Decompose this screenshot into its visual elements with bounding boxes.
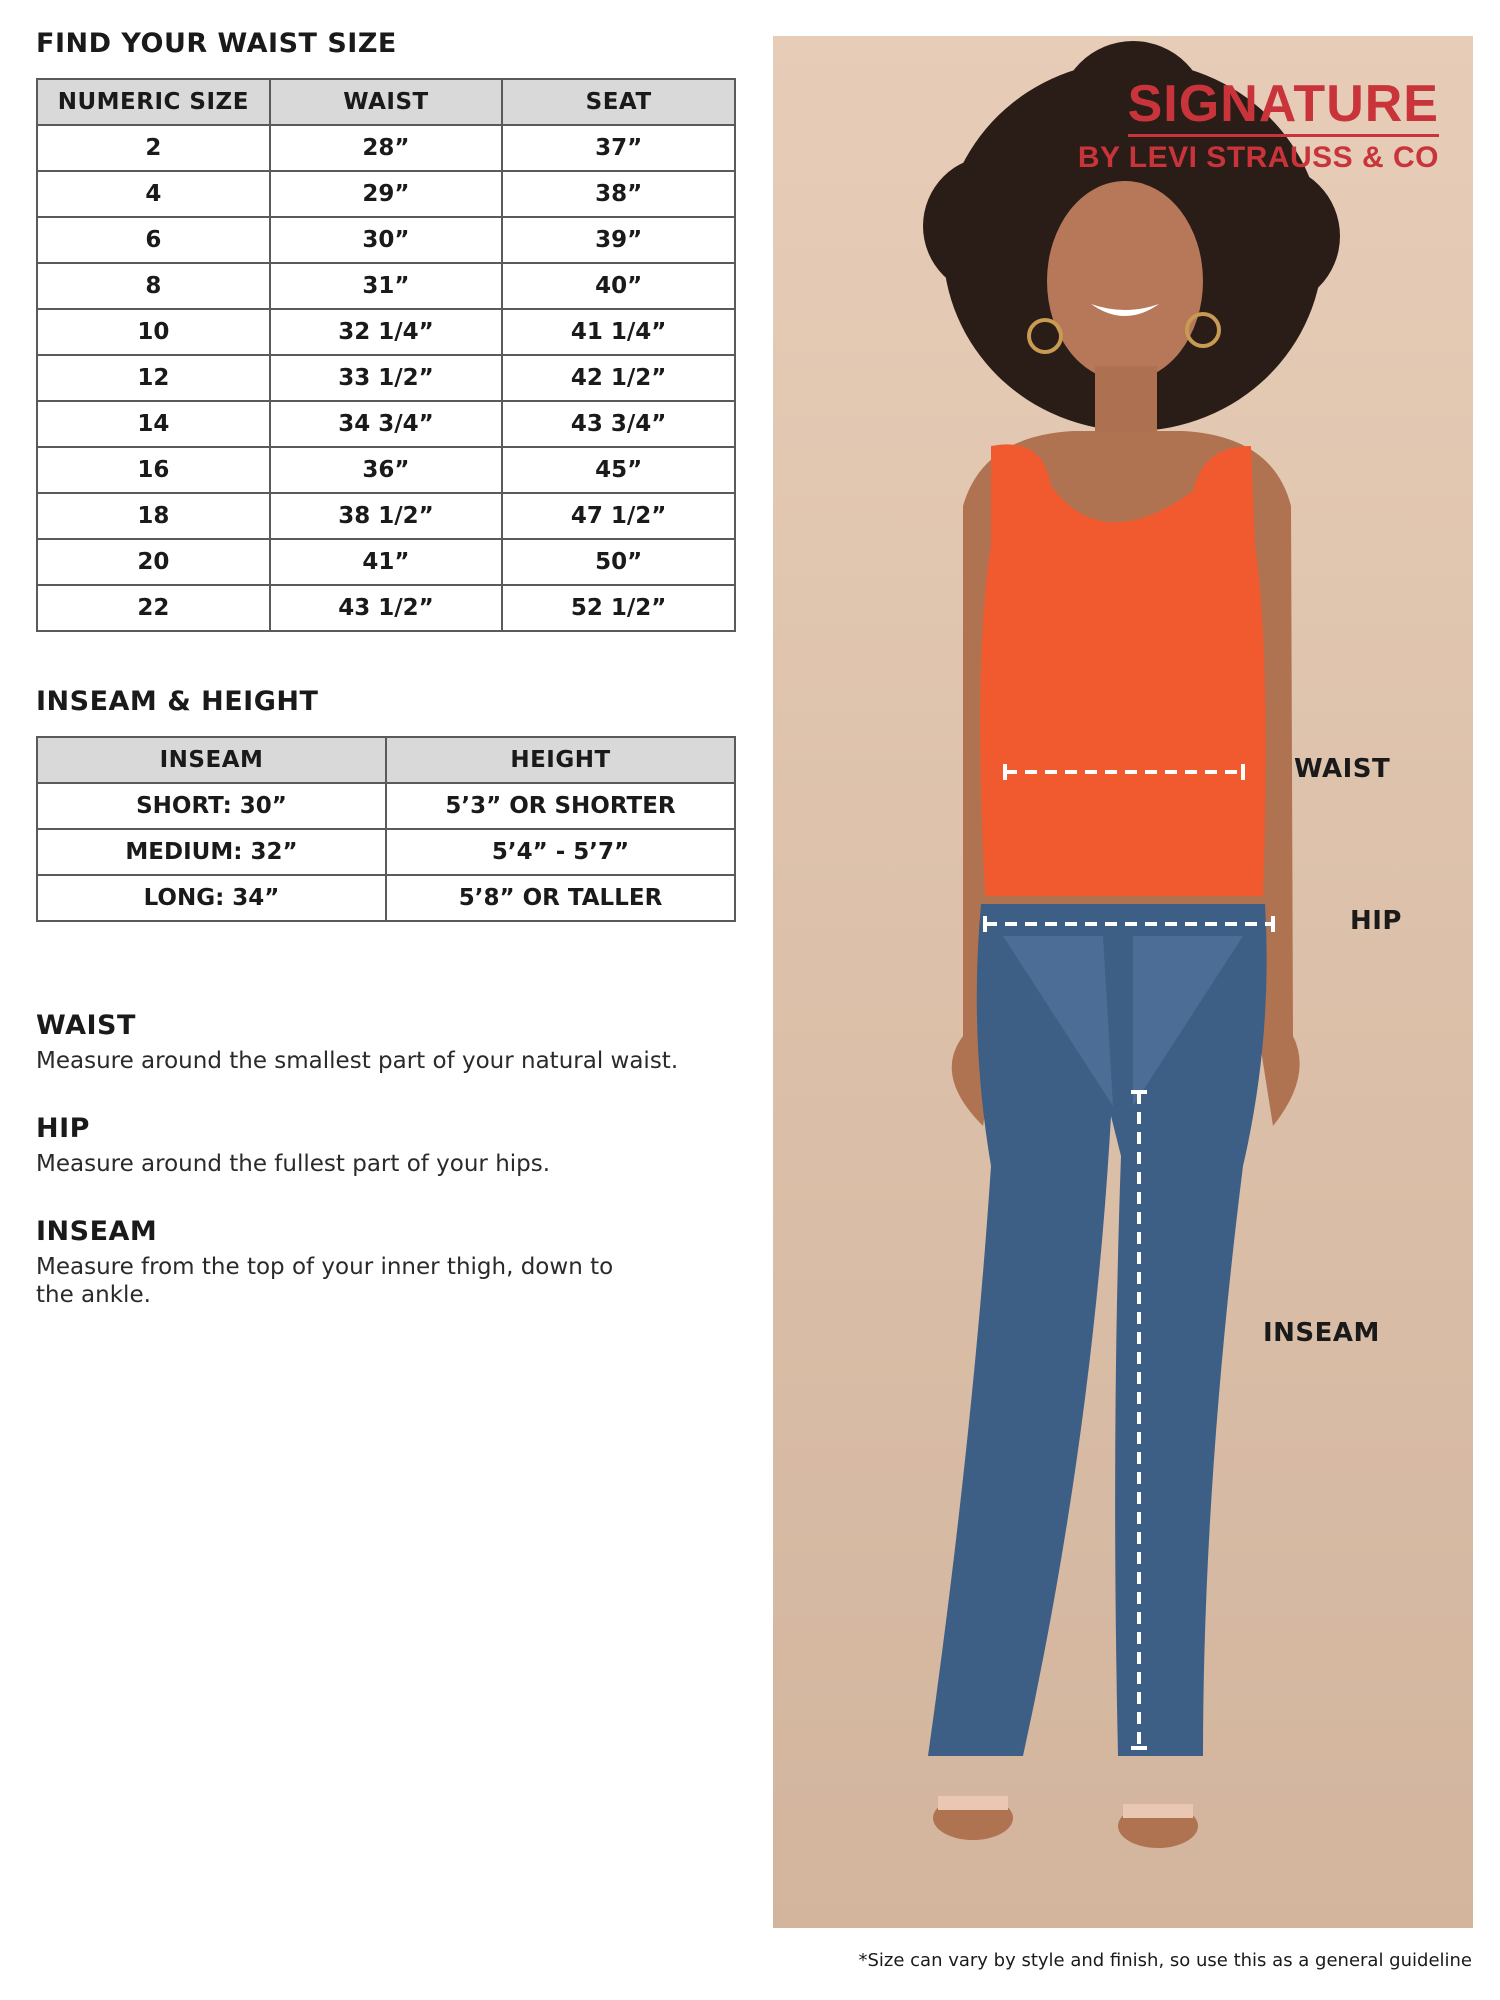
inseam-height-table [36,736,736,922]
table-cell: 41 1/4” [502,309,735,355]
table-cell: 6 [37,217,270,263]
inseam-definition-text: Measure from the top of your inner thigh, down to the ankle. [36,1254,614,1308]
header-waist: WAIST [270,79,503,125]
table-cell: 5’4” - 5’7” [386,829,735,875]
table-cell: 5’3” OR SHORTER [386,783,735,829]
table-cell: 18 [37,493,270,539]
table-cell: 34 3/4” [270,401,503,447]
header-inseam: INSEAM [37,737,386,783]
table-header-row [37,737,735,783]
table-cell: 29” [270,171,503,217]
table-cell: 14 [37,401,270,447]
table-cell: 20 [37,539,270,585]
table-cell: 43 1/2” [270,585,503,631]
waist-definition-text: Measure around the smallest part of your natural waist. [36,1048,679,1074]
table-cell: 42 1/2” [502,355,735,401]
table-row [37,447,735,493]
inseam-label: INSEAM [1263,1318,1380,1348]
inseam-height-title: INSEAM & HEIGHT [36,686,319,717]
table-cell: 33 1/2” [270,355,503,401]
table-row [37,493,735,539]
footnote: *Size can vary by style and finish, so use this as a general guideline [858,1950,1472,1971]
waist-size-table [36,78,736,632]
table-row [37,875,735,921]
inseam-definition-title: INSEAM [36,1216,158,1247]
hip-definition [36,1113,696,1178]
table-row [37,217,735,263]
table-cell: 31” [270,263,503,309]
table-row [37,585,735,631]
table-cell: 45” [502,447,735,493]
table-cell: 47 1/2” [502,493,735,539]
face-shape [1047,181,1203,381]
table-cell: MEDIUM: 32” [37,829,386,875]
table-row [37,401,735,447]
table-cell: 28” [270,125,503,171]
brand-line1: SIGNATURE [1128,78,1439,137]
table-cell: LONG: 34” [37,875,386,921]
table-row [37,829,735,875]
table-cell: 8 [37,263,270,309]
table-cell: 2 [37,125,270,171]
header-seat: SEAT [502,79,735,125]
waist-size-title: FIND YOUR WAIST SIZE [36,28,397,59]
waist-definition-title: WAIST [36,1010,136,1041]
table-cell: 38” [502,171,735,217]
table-row [37,783,735,829]
table-cell: 16 [37,447,270,493]
table-row [37,125,735,171]
brand-line2: BY LEVI STRAUSS & CO [1077,141,1439,174]
hip-definition-text: Measure around the fullest part of your hips. [36,1151,551,1177]
table-cell: 12 [37,355,270,401]
table-cell: SHORT: 30” [37,783,386,829]
table-cell: 22 [37,585,270,631]
table-cell: 43 3/4” [502,401,735,447]
signature-logo [1077,75,1439,175]
table-row [37,539,735,585]
inseam-definition [36,1216,656,1309]
table-cell: 5’8” OR TALLER [386,875,735,921]
model-photo [773,36,1473,1928]
table-header-row [37,79,735,125]
table-cell: 50” [502,539,735,585]
waist-definition [36,1010,696,1075]
model-illustration [773,36,1473,1928]
table-cell: 36” [270,447,503,493]
table-cell: 4 [37,171,270,217]
table-cell: 32 1/4” [270,309,503,355]
table-cell: 37” [502,125,735,171]
table-row [37,263,735,309]
table-cell: 30” [270,217,503,263]
waist-label: WAIST [1294,754,1391,784]
header-height: HEIGHT [386,737,735,783]
header-numeric-size: NUMERIC SIZE [37,79,270,125]
table-cell: 38 1/2” [270,493,503,539]
table-row [37,309,735,355]
table-cell: 52 1/2” [502,585,735,631]
table-row [37,171,735,217]
hip-definition-title: HIP [36,1113,90,1144]
table-cell: 40” [502,263,735,309]
table-cell: 41” [270,539,503,585]
table-cell: 10 [37,309,270,355]
table-row [37,355,735,401]
table-cell: 39” [502,217,735,263]
hip-label: HIP [1350,906,1402,936]
